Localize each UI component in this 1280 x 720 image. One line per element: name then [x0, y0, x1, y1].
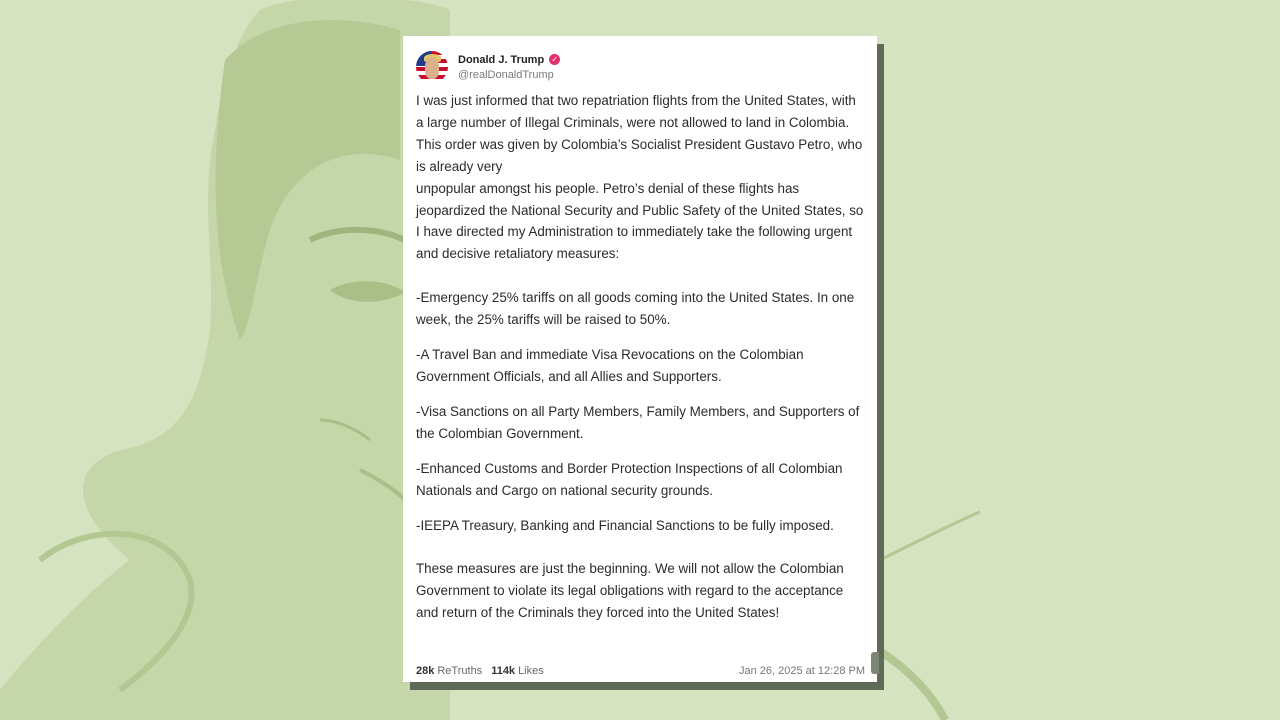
post-paragraph: -A Travel Ban and immediate Visa Revocations on the Colombian Government Officials, and all Allies and Supporters. [416, 347, 804, 384]
verified-badge-icon: ✓ [549, 54, 560, 65]
likes-label: Likes [518, 665, 544, 677]
post-header [416, 44, 865, 90]
avatar[interactable] [416, 51, 448, 83]
post-paragraph: These measures are just the beginning. We will not allow the Colombian Government to violate its legal obligations with regard to the acceptance and return of the Criminals they forced into the United States! [416, 561, 844, 621]
author-info [458, 54, 560, 81]
avatar-face [425, 57, 439, 79]
post-body [416, 90, 865, 624]
post-footer [416, 662, 865, 680]
post-paragraph: unpopular amongst his people. Petro’s denial of these flights has jeopardized the National Security and Public Safety of the United States, so I have directed my Administration to immediately take the following urgent and decisive retaliatory measures: [416, 180, 864, 262]
retruths-label: ReTruths [437, 665, 483, 677]
truth-social-post-card [403, 36, 877, 682]
retruths-stat[interactable] [416, 665, 482, 677]
scroll-handle[interactable] [871, 652, 879, 674]
likes-count: 114k [491, 665, 516, 677]
author-display-name[interactable]: Donald J. Trump [458, 53, 545, 66]
author-name-row [458, 54, 560, 66]
author-handle[interactable]: @realDonaldTrump [458, 68, 554, 81]
retruths-count: 28k [416, 665, 435, 677]
likes-stat[interactable] [491, 665, 544, 677]
post-paragraph: I was just informed that two repatriation flights from the United States, with a large number of Illegal Criminals, were not allowed to land in Colombia. This order was given by Colombia’s Socialist President Gustavo Petro, who is already very [416, 93, 863, 174]
post-paragraph: -IEEPA Treasury, Banking and Financial Sanctions to be fully imposed. [416, 517, 834, 533]
post-paragraph: -Visa Sanctions on all Party Members, Family Members, and Supporters of the Colombian Government. [416, 403, 860, 441]
post-timestamp[interactable]: Jan 26, 2025 at 12:28 PM [739, 665, 865, 677]
post-paragraph: -Emergency 25% tariffs on all goods coming into the United States. In one week, the 25% tariffs will be raised to 50%. [416, 290, 855, 328]
post-paragraph: -Enhanced Customs and Border Protection Inspections of all Colombian Nationals and Cargo on national security grounds. [416, 460, 843, 498]
